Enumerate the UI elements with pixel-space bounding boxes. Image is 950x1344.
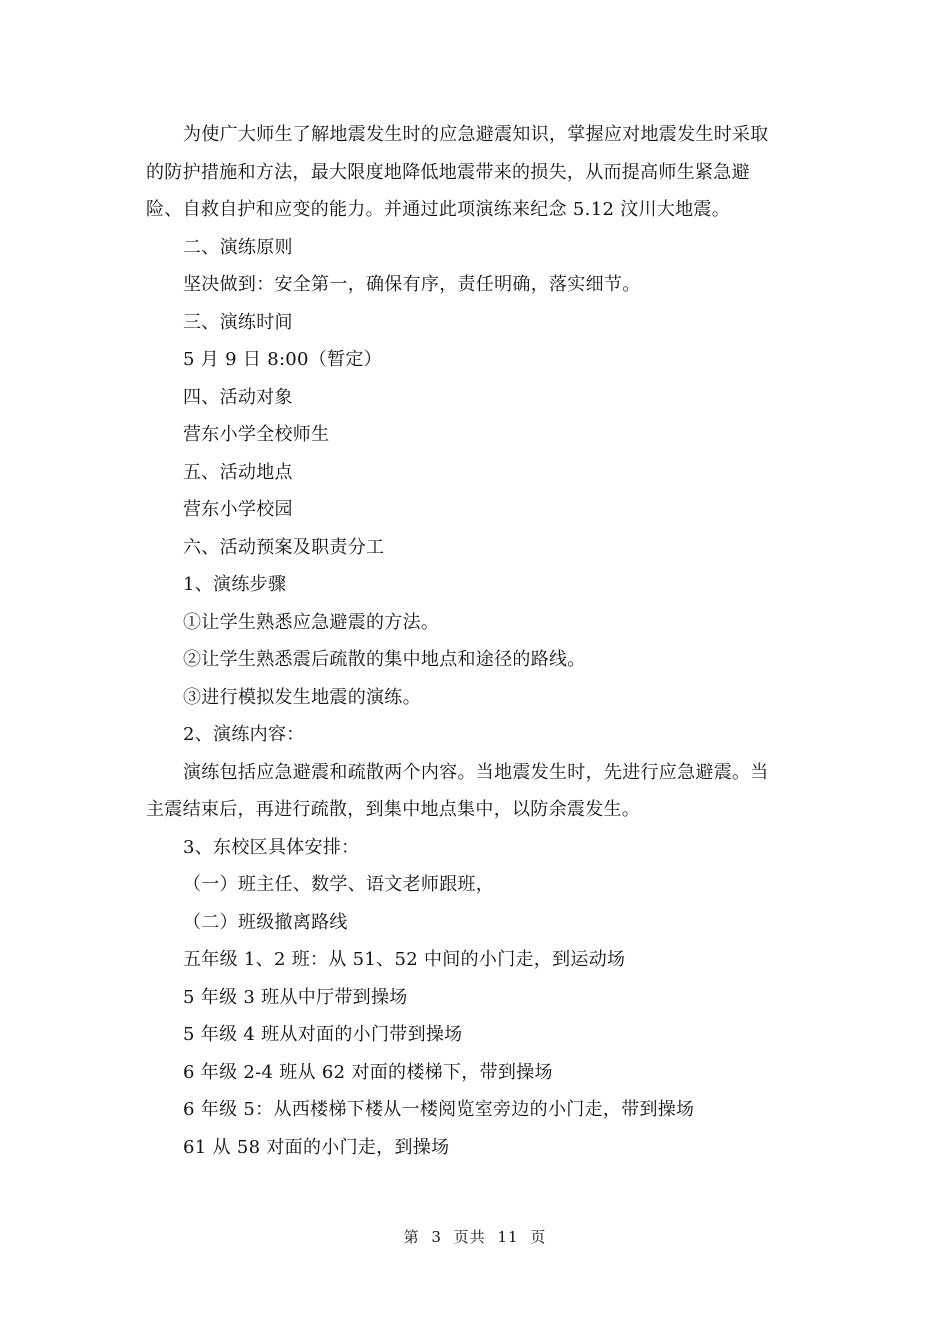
list-item: ②让学生熟悉震后疏散的集中地点和途径的路线。 xyxy=(183,649,586,670)
list-item: ①让学生熟悉应急避震的方法。 xyxy=(183,611,440,633)
route-item: 6 年级 2-4 班从 62 对面的楼梯下，带到操场 xyxy=(183,1061,553,1083)
paragraph-line: 营东小学校园 xyxy=(183,499,293,520)
section-heading: 六、活动预案及职责分工 xyxy=(183,536,385,558)
route-item: 5 年级 3 班从中厅带到操场 xyxy=(183,986,408,1008)
list-item: （一）班主任、数学、语文老师跟班， xyxy=(183,874,495,895)
paragraph-line: 的防护措施和方法，最大限度地降低地震带来的损失，从而提高师生紧急避 xyxy=(146,161,750,183)
section-heading: 四、活动对象 xyxy=(183,386,293,408)
paragraph-line: 5 月 9 日 8:00（暂定） xyxy=(183,349,383,370)
route-item: 5 年级 4 班从对面的小门带到操场 xyxy=(183,1024,463,1045)
document-body xyxy=(146,116,806,1166)
subsection-heading: 2、演练内容： xyxy=(183,724,305,745)
paragraph-line: 险、自救自护和应变的能力。并通过此项演练来纪念 5.12 汶川大地震。 xyxy=(146,199,731,220)
route-item: 61 从 58 对面的小门走，到操场 xyxy=(183,1136,450,1158)
paragraph-line: 坚决做到：安全第一，确保有序，责任明确，落实细节。 xyxy=(183,274,641,295)
list-item: （二）班级撤离路线 xyxy=(183,911,348,933)
paragraph-line: 为使广大师生了解地震发生时的应急避震知识，掌握应对地震发生时采取 xyxy=(183,124,769,145)
route-item: 五年级 1、2 班：从 51、52 中间的小门走，到运动场 xyxy=(183,949,626,970)
subsection-heading: 1、演练步骤 xyxy=(183,574,287,595)
paragraph-line: 营东小学全校师生 xyxy=(183,424,330,445)
page-footer: 第 3 页共 11 页 xyxy=(403,1228,547,1246)
route-item: 6 年级 5：从西楼梯下楼从一楼阅览室旁边的小门走，带到操场 xyxy=(183,1099,695,1120)
section-heading: 三、演练时间 xyxy=(183,311,293,333)
paragraph-line: 演练包括应急避震和疏散两个内容。当地震发生时，先进行应急避震。当 xyxy=(183,761,769,783)
subsection-heading: 3、东校区具体安排： xyxy=(183,836,360,858)
section-heading: 五、活动地点 xyxy=(183,461,293,483)
list-item: ③进行模拟发生地震的演练。 xyxy=(183,686,421,708)
section-heading: 二、演练原则 xyxy=(183,236,293,258)
paragraph-line: 主震结束后，再进行疏散，到集中地点集中，以防余震发生。 xyxy=(146,799,641,820)
